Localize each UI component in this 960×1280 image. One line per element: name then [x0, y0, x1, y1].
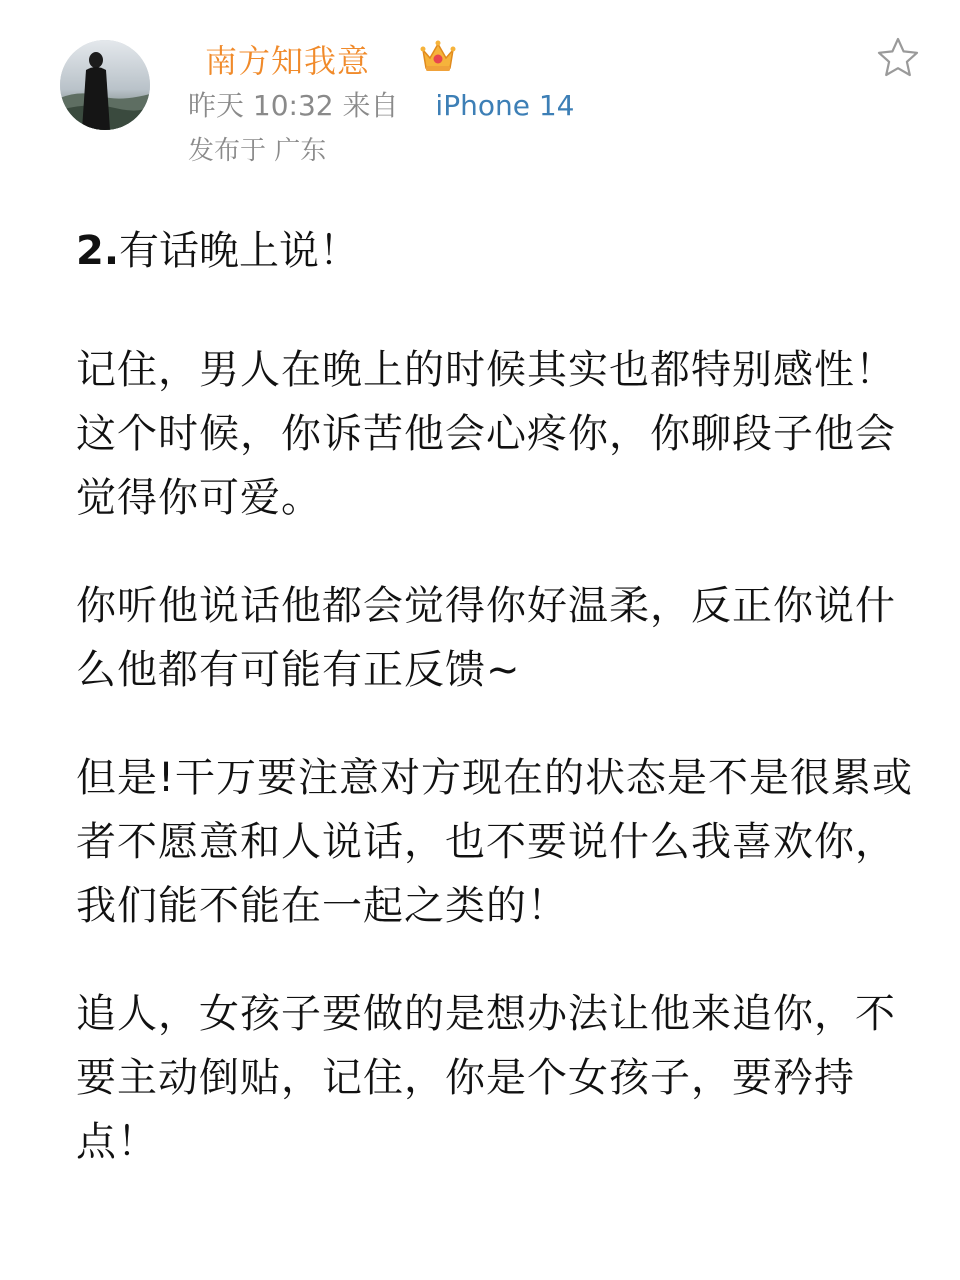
paragraph: 记住，男人在晚上的时候其实也都特别感性！这个时候，你诉苦他会心疼你，你聊段子他会觉得你可爱。: [76, 347, 896, 521]
author-name[interactable]: 南方知我意: [205, 42, 371, 80]
heading-text: 有话晚上说！: [119, 228, 360, 274]
avatar[interactable]: [60, 40, 150, 130]
post-body: [76, 220, 916, 1218]
post-meta: [188, 84, 574, 124]
device-link[interactable]: iPhone 14: [435, 89, 575, 122]
avatar-image: [60, 40, 150, 130]
post-location: 发布于 广东: [188, 136, 327, 166]
star-outline-icon[interactable]: [876, 36, 920, 80]
post-time: 昨天 10:32: [188, 89, 334, 122]
heading-number: 2.: [76, 228, 120, 274]
paragraph: 追人，女孩子要做的是想办法让他来追你，不要主动倒贴，记住，你是个女孩子，要矜持点！: [76, 991, 896, 1165]
post-heading: [76, 220, 916, 282]
vip-crown-icon: [418, 38, 458, 74]
post-header: [0, 0, 960, 190]
paragraph: 但是!干万要注意对方现在的状态是不是很累或者不愿意和人说话，也不要说什么我喜欢你，我们能不能在一起之类的！: [76, 755, 914, 929]
source-prefix: 来自: [342, 89, 399, 122]
paragraph: 你听他说话他都会觉得你好温柔，反正你说什么他都有可能有正反馈~: [76, 583, 896, 693]
